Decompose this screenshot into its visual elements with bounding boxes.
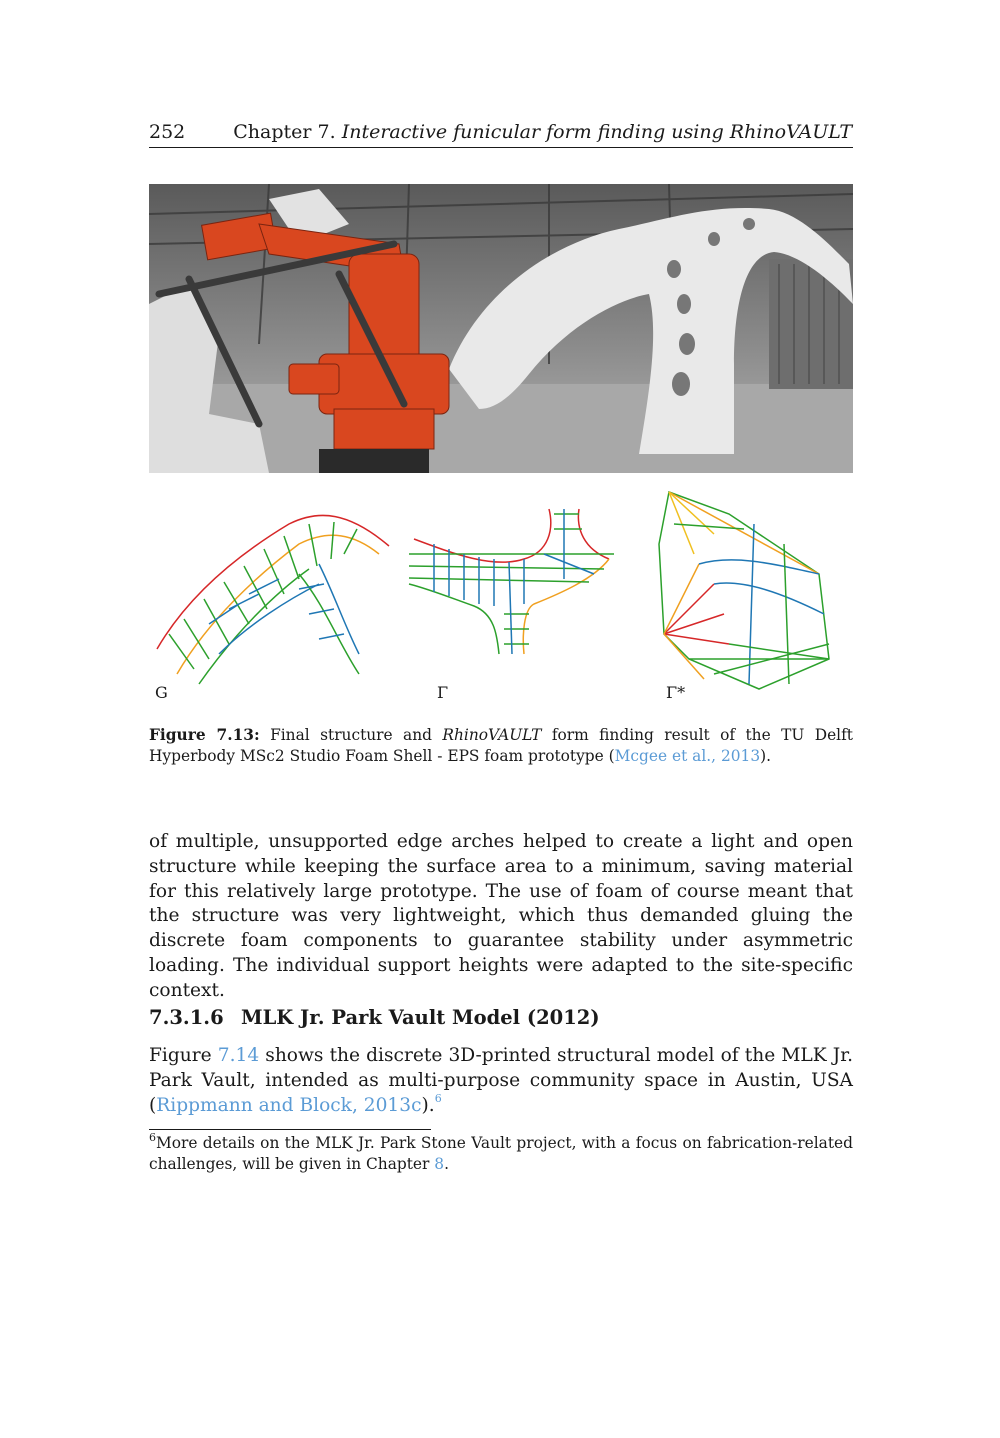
page-number: 252 [149, 121, 186, 143]
header-rule [149, 147, 853, 148]
paragraph-1: of multiple, unsupported edge arches helped to create a light and open structure while keeping the surface area to a minimum, saving material for this relatively large prototype. The use of foam of course meant that the structure was very lightweight, which thus demanded gluing the discrete foam components to guarantee stability under asymmetric loading. The individual support heights were adapted to the site-specific context. [149, 831, 853, 1001]
figure-caption: Figure 7.13: Final structure and RhinoVAULT form finding result of the TU Delft Hyperbody MSc2 Studio Foam Shell - EPS foam prototype (Mcgee et al., 2013). [149, 726, 853, 765]
running-head: Chapter 7. Interactive funicular form finding using RhinoVAULT [233, 121, 852, 143]
figure-photo [149, 184, 853, 473]
diagram-gamma-star [659, 492, 829, 689]
paragraph-2: Figure 7.14 shows the discrete 3D-printed structural model of the MLK Jr. Park Vault, intended as multi-purpose community space in Austin, USA (Rippmann and Block, 2013c).$^6$ [149, 1045, 853, 1116]
footnote-marker[interactable]: 6 [434, 1092, 442, 1106]
footnote-rule [149, 1129, 431, 1130]
label-gamma-star: Γ* [666, 683, 686, 702]
footnote: $^6$More details on the MLK Jr. Park Stone Vault project, with a focus on fabrication-related challenges, will be given in Chapter 8. [149, 1130, 853, 1173]
citation-link[interactable]: Mcgee et al., 2013 [614, 747, 761, 765]
form-diagrams [149, 484, 853, 704]
diagram-g [157, 515, 389, 684]
section-heading: 7.3.1.6 MLK Jr. Park Vault Model (2012) [149, 1006, 600, 1029]
label-g: G [155, 683, 168, 702]
figure-ref-link[interactable]: 7.14 [217, 1045, 260, 1066]
chapter-ref-link[interactable]: 8 [434, 1155, 445, 1173]
diagram-gamma [409, 509, 614, 654]
citation-link[interactable]: Rippmann and Block, 2013c [156, 1094, 422, 1116]
label-gamma: Γ [437, 683, 449, 702]
